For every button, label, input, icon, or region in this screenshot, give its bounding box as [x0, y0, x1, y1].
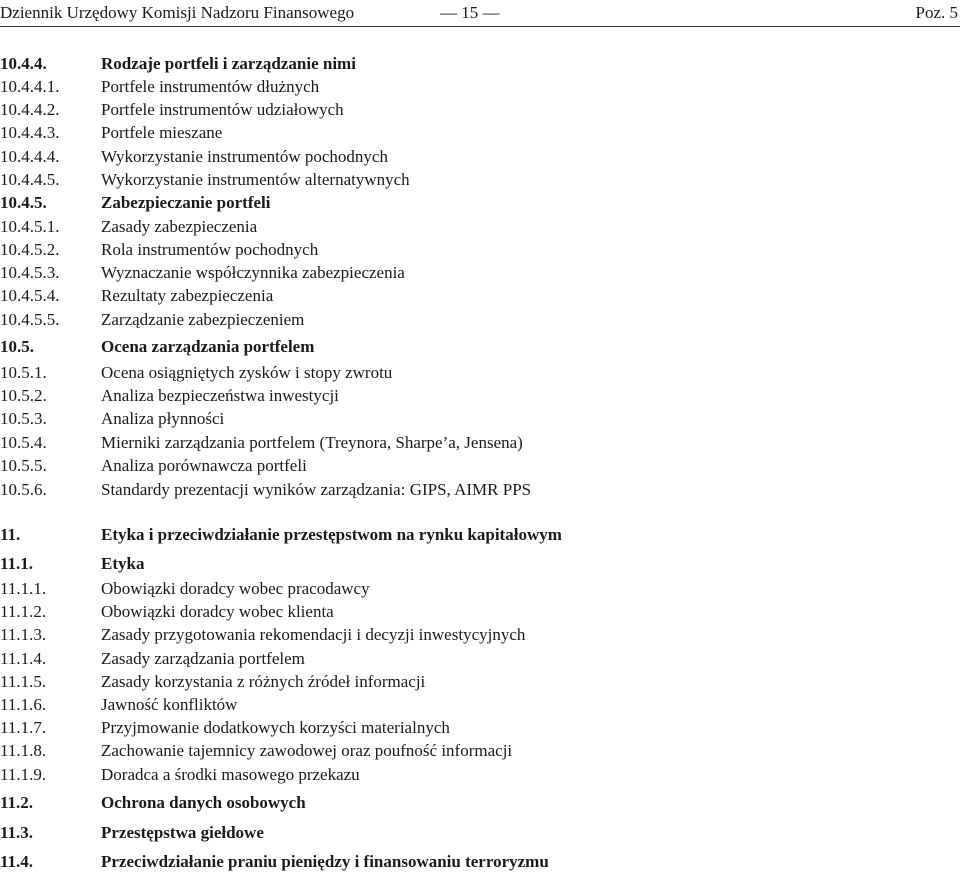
toc-number: 11.1.4.	[0, 649, 47, 668]
toc-number: 11.1.8.	[0, 741, 47, 760]
publication-title: Dziennik Urzędowy Komisji Nadzoru Finansowego	[0, 3, 355, 22]
toc-title: Rezultaty zabezpieczenia	[101, 286, 274, 305]
toc-title: Zasady zarządzania portfelem	[101, 649, 305, 668]
toc-title: Etyka	[101, 554, 145, 573]
toc-title: Mierniki zarządzania portfelem (Treynora, Sharpe’a, Jensena)	[101, 433, 523, 452]
toc-number: 10.4.5.5.	[0, 310, 60, 329]
toc-title: Portfele mieszane	[101, 123, 223, 142]
toc-title: Zabezpieczanie portfeli	[101, 193, 271, 212]
toc-number: 11.	[0, 525, 21, 544]
toc-number: 10.5.	[0, 337, 34, 356]
toc-title: Ocena osiągniętych zysków i stopy zwrotu	[101, 363, 393, 382]
toc-title: Zasady przygotowania rekomendacji i decyzji inwestycyjnych	[101, 625, 526, 644]
page-number: — 15 —	[440, 3, 500, 22]
toc-number: 11.2.	[0, 793, 34, 812]
toc-title: Standardy prezentacji wyników zarządzania: GIPS, AIMR PPS	[101, 480, 532, 499]
toc-title: Ochrona danych osobowych	[101, 793, 306, 812]
toc-title: Przeciwdziałanie praniu pieniędzy i finansowaniu terroryzmu	[101, 852, 549, 871]
toc-title: Portfele instrumentów udziałowych	[101, 100, 344, 119]
toc-title: Wyznaczanie współczynnika zabezpieczenia	[101, 263, 405, 282]
toc-number: 11.1.2.	[0, 602, 47, 621]
toc-title: Analiza porównawcza portfeli	[101, 456, 307, 475]
toc-number: 10.4.4.2.	[0, 100, 60, 119]
toc-title: Etyka i przeciwdziałanie przestępstwom na rynku kapitałowym	[101, 525, 562, 544]
toc-number: 11.1.7.	[0, 718, 47, 737]
toc-title: Zarządzanie zabezpieczeniem	[101, 310, 305, 329]
toc-number: 11.1.1.	[0, 579, 47, 598]
toc-number: 10.5.6.	[0, 480, 47, 499]
toc-number: 10.4.4.1.	[0, 77, 60, 96]
toc-title: Rola instrumentów pochodnych	[101, 240, 319, 259]
toc-number: 10.4.5.3.	[0, 263, 60, 282]
toc-number: 10.5.3.	[0, 409, 47, 428]
toc-number: 11.1.3.	[0, 625, 47, 644]
toc-title: Doradca a środki masowego przekazu	[101, 765, 360, 784]
toc-title: Obowiązki doradcy wobec klienta	[101, 602, 334, 621]
toc-number: 10.4.4.3.	[0, 123, 60, 142]
toc-title: Obowiązki doradcy wobec pracodawcy	[101, 579, 370, 598]
toc-number: 11.1.5.	[0, 672, 47, 691]
toc-title: Wykorzystanie instrumentów pochodnych	[101, 147, 388, 166]
toc-title: Przestępstwa giełdowe	[101, 823, 264, 842]
toc-title: Zasady zabezpieczenia	[101, 217, 258, 236]
toc-number: 10.4.5.1.	[0, 217, 60, 236]
page-header	[0, 0, 960, 27]
toc-number: 10.4.4.5.	[0, 170, 60, 189]
toc-title: Analiza płynności	[101, 409, 225, 428]
toc-title: Analiza bezpieczeństwa inwestycji	[101, 386, 339, 405]
toc-number: 10.5.1.	[0, 363, 47, 382]
toc-title: Zachowanie tajemnicy zawodowej oraz poufność informacji	[101, 741, 513, 760]
toc-number: 10.4.5.4.	[0, 286, 60, 305]
toc-number: 10.5.5.	[0, 456, 47, 475]
toc-title: Jawność konfliktów	[101, 695, 238, 714]
toc-number: 10.5.2.	[0, 386, 47, 405]
toc-number: 11.1.	[0, 554, 34, 573]
toc-number: 10.4.4.4.	[0, 147, 60, 166]
toc-number: 11.3.	[0, 823, 34, 842]
toc-title: Portfele instrumentów dłużnych	[101, 77, 320, 96]
position-number: Poz. 5	[915, 3, 958, 22]
toc-number: 11.1.6.	[0, 695, 47, 714]
toc-number: 11.4.	[0, 852, 34, 871]
toc-number: 11.1.9.	[0, 765, 47, 784]
toc-title: Zasady korzystania z różnych źródeł informacji	[101, 672, 426, 691]
toc-number: 10.4.5.2.	[0, 240, 60, 259]
toc-title: Rodzaje portfeli i zarządzanie nimi	[101, 54, 356, 73]
toc-title: Ocena zarządzania portfelem	[101, 337, 315, 356]
toc-title: Wykorzystanie instrumentów alternatywnych	[101, 170, 410, 189]
toc-number: 10.4.4.	[0, 54, 47, 73]
toc-title: Przyjmowanie dodatkowych korzyści materialnych	[101, 718, 450, 737]
toc-number: 10.4.5.	[0, 193, 47, 212]
toc-number: 10.5.4.	[0, 433, 47, 452]
